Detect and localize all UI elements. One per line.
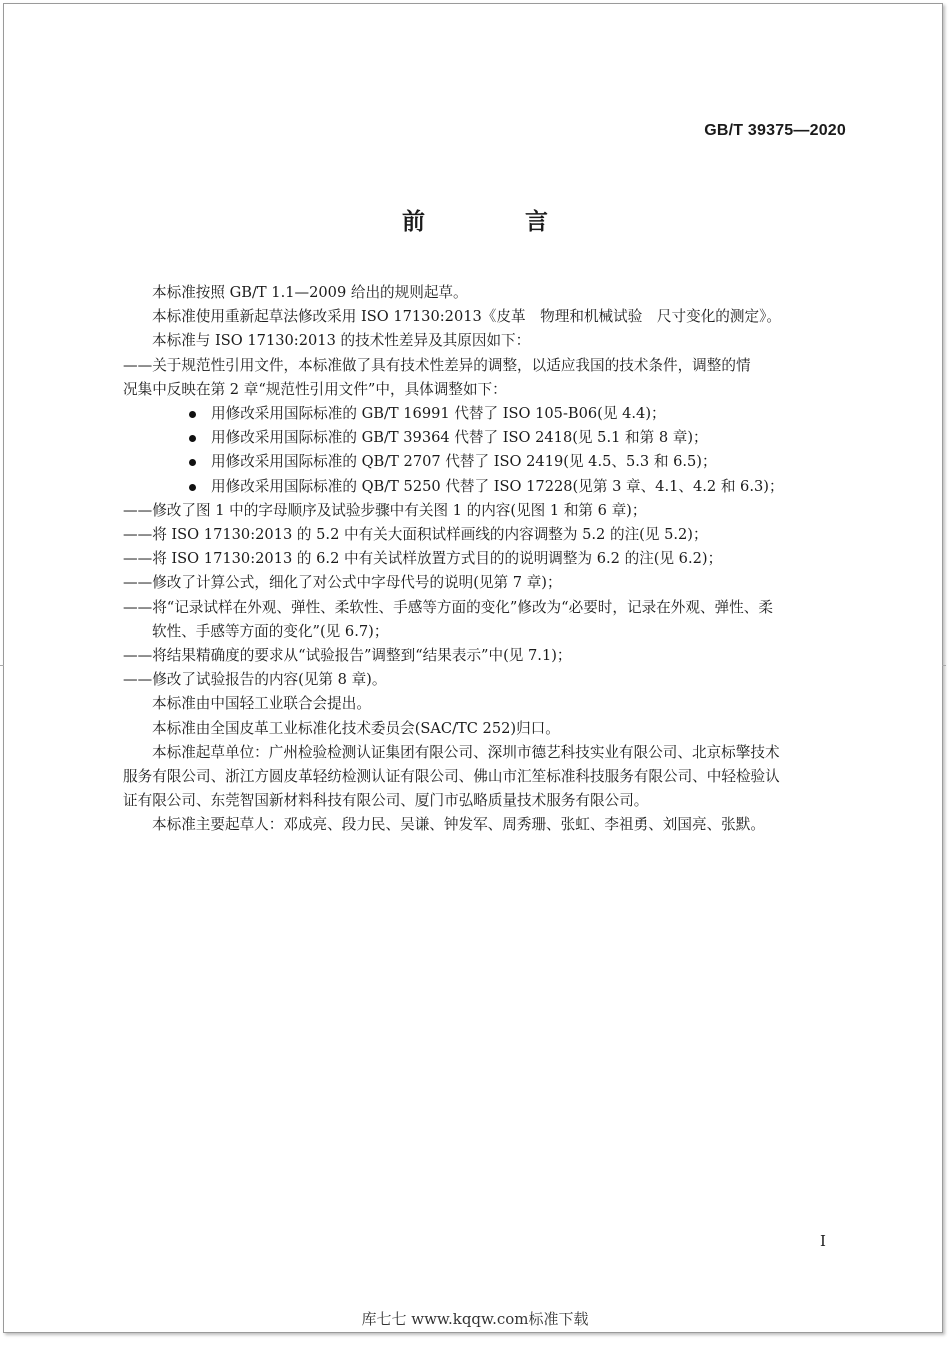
paragraph-drafting-units: 本标准起草单位：广州检验检测认证集团有限公司、深圳市德艺科技实业有限公司、北京标擎技术: [152, 743, 780, 761]
paragraph-adoption: 本标准使用重新起草法修改采用 ISO 17130:2013《皮革 物理和机械试验 尺寸变化的测定》。: [152, 308, 781, 326]
crop-mark-right: [942, 665, 946, 666]
paragraph-proposer: 本标准由中国轻工业联合会提出。: [152, 695, 371, 713]
dash-item: ——修改了图 1 中的字母顺序及试验步骤中有关图 1 的内容(见图 1 和第 6 章)；: [123, 501, 647, 519]
bullet-item: 用修改采用国际标准的 QB/T 2707 代替了 ISO 2419(见 4.5、5.3 和 6.5)；: [152, 450, 852, 474]
bullet-item: 用修改采用国际标准的 GB/T 16991 代替了 ISO 105-B06(见 4.4)；: [152, 402, 852, 426]
page-number: I: [820, 1232, 826, 1250]
paragraph-drafting-rules: 本标准按照 GB/T 1.1—2009 给出的规则起草。: [152, 284, 468, 301]
paragraph-drafting-units-cont: 服务有限公司、浙江方圆皮革轻纺检测认证有限公司、佛山市汇笙标准科技服务有限公司、中轻检验认: [123, 768, 780, 786]
dash-item-cont: 软性、手感等方面的变化”(见 6.7)；: [152, 622, 389, 640]
bullet-item: 用修改采用国际标准的 GB/T 39364 代替了 ISO 2418(见 5.1 和第 8 章)；: [152, 426, 852, 450]
site-watermark-link[interactable]: 库七七 www.kqqw.com标准下载: [361, 1310, 589, 1328]
page-title: 前 言: [401, 208, 594, 235]
dash-item: ——将“记录试样在外观、弹性、柔软性、手感等方面的变化”修改为“必要时，记录在外观、弹性、柔: [123, 598, 773, 616]
paragraph-drafters: 本标准主要起草人：邓成亮、段力民、吴谦、钟发军、周秀珊、张虹、李祖勇、刘国亮、张默。: [152, 816, 765, 834]
foreword-body: [123, 281, 852, 838]
paragraph-drafting-units-cont: 证有限公司、东莞智国新材料科技有限公司、厦门市弘略质量技术服务有限公司。: [123, 792, 649, 810]
standard-number: GB/T 39375—2020: [704, 122, 846, 139]
dash-item: ——将结果精确度的要求从“试验报告”调整到“结果表示”中(见 7.1)；: [123, 647, 572, 665]
dash-item: ——修改了计算公式，细化了对公式中字母代号的说明(见第 7 章)；: [123, 574, 562, 592]
dash-item-normative-refs-cont: 况集中反映在第 2 章“规范性引用文件”中，具体调整如下：: [123, 380, 507, 398]
dash-item: ——修改了试验报告的内容(见第 8 章)。: [123, 671, 387, 689]
paragraph-committee: 本标准由全国皮革工业标准化技术委员会(SAC/TC 252)归口。: [152, 719, 560, 737]
paragraph-differences: 本标准与 ISO 17130:2013 的技术性差异及其原因如下：: [152, 332, 531, 350]
bullet-item: 用修改采用国际标准的 QB/T 5250 代替了 ISO 17228(见第 3 章、4.1、4.2 和 6.3)；: [152, 475, 852, 499]
dash-item: ——将 ISO 17130:2013 的 5.2 中有关大面积试样画线的内容调整为 5.2 的注(见 5.2)；: [123, 526, 708, 544]
crop-mark-left: [0, 665, 4, 666]
dash-item: ——将 ISO 17130:2013 的 6.2 中有关试样放置方式目的的说明调整为 6.2 的注(见 6.2)；: [123, 550, 723, 568]
dash-item-normative-refs: ——关于规范性引用文件，本标准做了具有技术性差异的调整，以适应我国的技术条件，调整的情: [123, 356, 751, 374]
